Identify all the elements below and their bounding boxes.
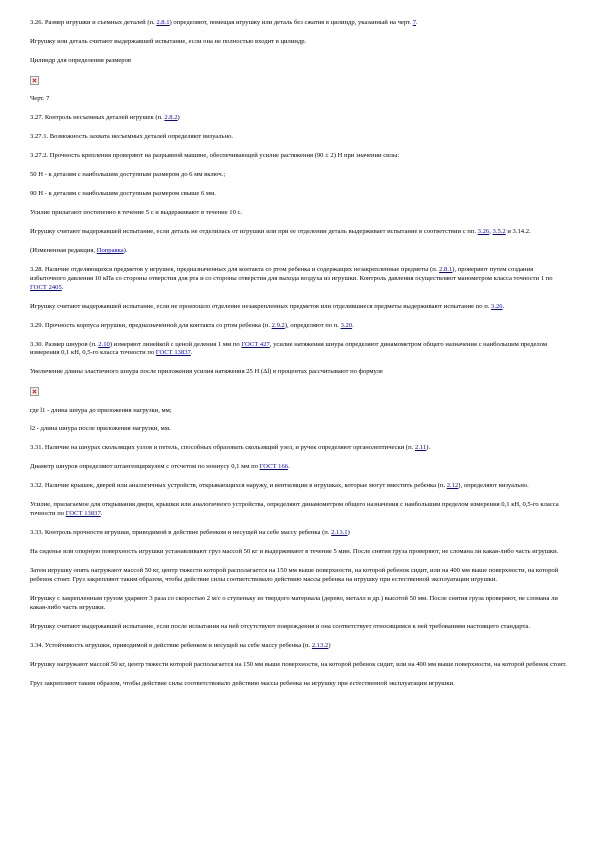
paragraph-text: и 3.14.2. bbox=[505, 228, 531, 236]
paragraph-text: . bbox=[190, 349, 193, 357]
paragraph-text: 3.26. Размер игрушки и съемных деталей (п. bbox=[30, 19, 157, 26]
paragraph-text: Усилие прилагают постепенно в течение 5 с и выдерживают в течение 10 с. bbox=[30, 209, 243, 217]
paragraph bbox=[30, 501, 568, 519]
reference-link[interactable]: ГОСТ 2405 bbox=[30, 283, 62, 291]
reference-link[interactable]: 2.13.2 bbox=[311, 641, 329, 649]
paragraph-text: . bbox=[100, 510, 103, 518]
paragraph bbox=[30, 407, 568, 416]
cylinder-drawing-image bbox=[30, 76, 39, 85]
paragraph-text: 3.34. Устойчивость игрушки, приводимой в действие ребенком и несущей на себе массу ребенка (п. bbox=[30, 641, 312, 649]
paragraph-text: Черт. 7 bbox=[30, 95, 50, 103]
document-body bbox=[30, 19, 568, 699]
paragraph bbox=[30, 463, 568, 472]
paragraph-text: (Измененная редакция, bbox=[30, 247, 97, 255]
paragraph-text: ) измеряют линейкой с ценой деления 1 мм по bbox=[109, 340, 242, 348]
paragraph-text: 3.29. Прочность корпуса игрушки, предназначенной для контакта со ртом ребенка (п. bbox=[30, 321, 272, 329]
paragraph bbox=[30, 341, 568, 359]
paragraph-text: , bbox=[489, 228, 493, 236]
reference-link[interactable]: 3.26 bbox=[477, 228, 490, 236]
paragraph-text: где l1 - длина шнура до приложения нагрузки, мм; bbox=[30, 406, 172, 414]
paragraph-text: ), проверяют путем создания избыточного давления 10 кПа со стороны отверстия для рта и со стороны отверстия для выхода воздуха из игрушки. Контроль давления осуществляют манометром класса точности 1 по bbox=[30, 266, 553, 282]
reference-link[interactable]: 2.8.1 bbox=[439, 266, 453, 273]
paragraph bbox=[30, 642, 568, 651]
paragraph bbox=[30, 152, 568, 161]
reference-link[interactable]: 2.8.2 bbox=[164, 114, 178, 122]
paragraph-text: Затем игрушку опять нагружают массой 50 кг, центр тяжести которой располагается на 150 мм выше поверхности, на которой ребенок сидит, или на 400 мм выше поверхности, на которой ребенок стоит. Груз закрепляют таким образом, чтобы действие силы соответствовало действию массы ребенка на игрушку при естественной эксплуатации игрушки. bbox=[30, 567, 559, 583]
paragraph-text: 3.28. Наличие отделяющихся предметов у игрушек, предназначенных для контакта со ртом ребенка и содержащих незакрепленные предметы (п. bbox=[30, 266, 440, 273]
paragraph bbox=[30, 303, 568, 312]
paragraph-text: 3.30. Размер шнуров (п. bbox=[30, 340, 99, 348]
paragraph-text: 3.27. Контроль несъемных деталей игрушек (п. bbox=[30, 114, 165, 122]
reference-link[interactable]: 3.20 bbox=[340, 321, 353, 329]
paragraph bbox=[30, 114, 568, 123]
paragraph bbox=[30, 228, 568, 237]
reference-link[interactable]: 3.26 bbox=[491, 302, 503, 310]
paragraph bbox=[30, 95, 568, 104]
paragraph-text: 3.31. Наличие на шнурах скользящих узлов и петель, способных образовать скользящий узел, и ручек определяют органолептически (п. bbox=[30, 444, 415, 452]
paragraph bbox=[30, 266, 568, 292]
reference-link[interactable]: 7 bbox=[412, 19, 417, 26]
paragraph-text: . bbox=[502, 302, 505, 310]
cylinder-drawing-image-wrap bbox=[30, 76, 568, 85]
paragraph bbox=[30, 661, 568, 670]
paragraph-text: 3.27.2. Прочность крепления проверяют на разрывной машине, обеспечивающей усилие растяжения (90 ± 2) Н при значении силы: bbox=[30, 152, 400, 160]
paragraph bbox=[30, 247, 568, 256]
paragraph-text: Игрушку с закрепленным грузом ударяют 3 раза со скоростью 2 м/с о ступеньку из твердого материала (дерево, металл и др.) высотой 50 мм. После снятия груза проверяют, не сломана ли какая-либо часть игрушки. bbox=[30, 594, 558, 611]
reference-link[interactable]: 2.13.1 bbox=[331, 529, 348, 537]
reference-link[interactable]: 2.11 bbox=[414, 444, 427, 452]
formula-image-wrap bbox=[30, 387, 568, 396]
paragraph-text: . bbox=[61, 283, 64, 291]
reference-link[interactable]: 2.10 bbox=[98, 340, 110, 348]
paragraph-text: 3.27.1. Возможность захвата несъемных деталей определяют визуально. bbox=[30, 133, 234, 141]
paragraph-text: . bbox=[416, 19, 418, 26]
paragraph-text: . bbox=[288, 463, 290, 471]
reference-link[interactable]: 2.12 bbox=[446, 482, 459, 490]
paragraph bbox=[30, 368, 568, 377]
paragraph bbox=[30, 567, 568, 585]
paragraph-text: Игрушку считают выдержавшей испытание, если деталь не отделилась от игрушки или при ее отделении деталь выдерживает испытание в соответствии с пп. bbox=[30, 228, 478, 236]
paragraph bbox=[30, 209, 568, 218]
paragraph-text: 50 Н - к деталям с наибольшим доступным размером до 6 мм включ.; bbox=[30, 171, 226, 179]
paragraph-text: ) определяют, помещая игрушку или деталь без сжатия в цилиндр, указанный на черт. bbox=[169, 19, 413, 26]
reference-link[interactable]: ГОСТ 427 bbox=[241, 340, 270, 348]
paragraph-text: 3.33. Контроль прочности игрушки, приводимой в действие ребенком и несущей на себе массу ребенка (п. bbox=[30, 529, 332, 537]
paragraph-text: ) bbox=[347, 529, 350, 537]
paragraph bbox=[30, 133, 568, 142]
paragraph-text: ). bbox=[123, 247, 128, 255]
paragraph-text: Игрушку считают выдержавшей испытание, если после испытания на ней отсутствуют повреждения и она соответствует относящимся к ней требованиям настоящего стандарта. bbox=[30, 622, 530, 630]
paragraph-text: Груз закрепляют таким образом, чтобы действие силы соответствовало действию массы ребенка на игрушку при естественной эксплуатации игрушки. bbox=[30, 679, 455, 687]
paragraph bbox=[30, 57, 568, 66]
paragraph bbox=[30, 322, 568, 331]
paragraph-text: ). bbox=[426, 444, 431, 452]
paragraph bbox=[30, 171, 568, 180]
paragraph-text: , усилие натяжения шнура определяют динамометром общего назначения с наибольшим пределом измерения 0,1 кН, 0,5-го класса точности по bbox=[30, 340, 548, 357]
reference-link[interactable]: ГОСТ 166 bbox=[259, 463, 289, 471]
paragraph bbox=[30, 529, 568, 538]
paragraph-text: Игрушку или деталь считают выдержавшей испытание, если она не полностью входит в цилиндр. bbox=[30, 37, 307, 45]
paragraph-text: На сиденье или опорную поверхность игрушки устанавливают груз массой 50 кг и выдерживают в течение 5 мин. После снятия груза проверяют, не сломана ли какая-либо часть игрушки. bbox=[30, 548, 559, 556]
paragraph-text: ), определяют по п. bbox=[284, 321, 341, 329]
reference-link[interactable]: 3.5.2 bbox=[492, 228, 506, 236]
paragraph bbox=[30, 444, 568, 453]
paragraph bbox=[30, 680, 568, 689]
reference-link[interactable]: 2.9.2 bbox=[271, 321, 285, 329]
formula-image bbox=[30, 387, 39, 396]
paragraph bbox=[30, 482, 568, 491]
paragraph-text: Увеличение длины эластичного шнура после приложения усилия натяжения 25 Н (Δl) в процентах рассчитывают по формуле bbox=[30, 368, 383, 376]
paragraph bbox=[30, 595, 568, 613]
paragraph bbox=[30, 548, 568, 557]
paragraph bbox=[30, 190, 568, 199]
paragraph-text: ) bbox=[177, 114, 180, 122]
reference-link[interactable]: 2.8.1 bbox=[156, 19, 170, 26]
reference-link[interactable]: ГОСТ 13837 bbox=[155, 349, 191, 357]
paragraph bbox=[30, 425, 568, 434]
paragraph bbox=[30, 19, 568, 28]
reference-link[interactable]: Поправка bbox=[96, 247, 124, 255]
paragraph-text: Игрушку нагружают массой 50 кг, центр тяжести которой располагается на 150 мм выше поверхности, на которой ребенок сидит, или на 400 мм выше поверхности, на которой ребенок стоит. bbox=[30, 660, 567, 668]
paragraph-text: Усилие, прилагаемое для открывания двери, крышки или аналогичного устройства, определяют динамометром общего назначения с наибольшим пределом измерения 0,1 кН, 0,5-го класса точности по bbox=[30, 501, 559, 518]
paragraph-text: . bbox=[352, 321, 354, 329]
paragraph-text: 90 Н - к деталям с наибольшим доступным размером свыше 6 мм. bbox=[30, 190, 216, 198]
paragraph bbox=[30, 38, 568, 47]
paragraph-text: Диаметр шнуров определяют штангенциркулем с отсчетом по нониусу 0,1 мм по bbox=[30, 463, 260, 471]
paragraph-text: l2 - длина шнура после приложения нагрузки, мм. bbox=[30, 425, 171, 433]
paragraph-text: 3.32. Наличие крышек, дверей или аналогичных устройств, открывающихся наружу, и вентиляции в игрушках, которые могут вместить ребенка (п. bbox=[30, 482, 447, 490]
reference-link[interactable]: ГОСТ 13837 bbox=[65, 510, 101, 518]
paragraph-text: ), определяют визуально. bbox=[458, 482, 529, 490]
paragraph bbox=[30, 623, 568, 632]
paragraph-text: Игрушку считают выдержавшей испытание, если не произошло отделение незакрепленных предметов или отделившиеся предметы выдерживают испытание по п. bbox=[30, 302, 492, 310]
paragraph-text: ) bbox=[328, 641, 331, 649]
paragraph-text: Цилиндр для определения размеров bbox=[30, 56, 132, 64]
